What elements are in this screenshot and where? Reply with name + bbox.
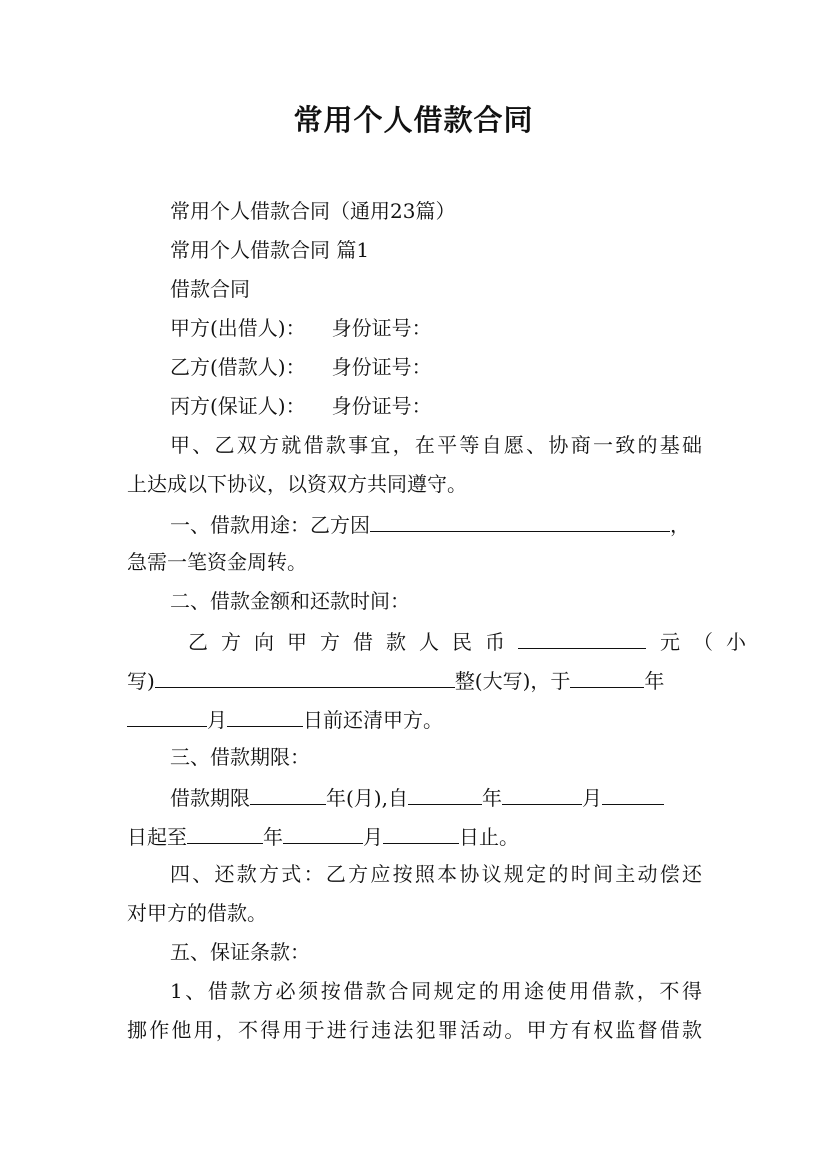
- clause4-line2: 对甲方的借款。: [127, 901, 267, 925]
- clause2-heading: 二、借款金额和还款时间：: [170, 589, 410, 613]
- blank-end-year: [187, 823, 263, 844]
- party-borrower: [170, 355, 702, 379]
- clause3-start-month-label: 月: [581, 786, 602, 810]
- party-lender-id-label: 身份证号：: [331, 316, 432, 340]
- clause3-line2: [127, 823, 702, 849]
- clause2-line2: [127, 667, 702, 693]
- blank-repay-month: [127, 706, 207, 727]
- clause2-month-label: 月: [207, 708, 227, 732]
- blank-start-month: [502, 784, 582, 805]
- section-heading: 常用个人借款合同 篇1: [170, 238, 370, 262]
- blank-term-length: [250, 784, 326, 805]
- clause1-prefix: 一、借款用途：乙方因: [170, 513, 370, 537]
- party-lender: [170, 316, 702, 340]
- clause3-end-month-label: 月: [363, 825, 383, 849]
- clause2-line1: [188, 628, 759, 654]
- clause5-item1-line1: 1、借款方必须按借款合同规定的用途使用借款，不得: [170, 979, 702, 1003]
- clause3-until-label: 日起至: [127, 825, 187, 849]
- clause2-unit-label: 元（小: [660, 630, 759, 654]
- clause2-lowercase-label: 写): [127, 669, 155, 693]
- clause1-suffix: ，: [670, 513, 690, 537]
- clause1-line2: 急需一笔资金周转。: [127, 550, 307, 574]
- intro-paragraph-line2: 上达成以下协议，以资双方共同遵守。: [127, 472, 467, 496]
- blank-amount-lowercase: [518, 628, 646, 649]
- clause2-line3: [127, 706, 702, 732]
- clause1-line1: [170, 511, 702, 537]
- clause3-term-label: 借款期限: [170, 786, 250, 810]
- blank-start-day: [602, 784, 664, 805]
- party-borrower-role: 乙方(借款人)：: [170, 355, 306, 379]
- party-guarantor: [170, 394, 702, 418]
- clause2-deadline-label: 日前还清甲方。: [303, 708, 443, 732]
- blank-repay-year: [570, 667, 644, 688]
- clause5-heading: 五、保证条款：: [170, 940, 310, 964]
- clause3-end-year-label: 年: [263, 825, 283, 849]
- blank-end-month: [283, 823, 363, 844]
- blank-amount-uppercase: [155, 667, 455, 688]
- intro-paragraph-line1: 甲、乙双方就借款事宜，在平等自愿、协商一致的基础: [170, 433, 702, 457]
- clause3-end-day-label: 日止。: [459, 825, 519, 849]
- clause2-amount-label: 乙方向甲方借款人民币: [188, 630, 518, 654]
- party-guarantor-role: 丙方(保证人)：: [170, 394, 306, 418]
- blank-end-day: [383, 823, 459, 844]
- clause3-from-label: 年(月),自: [326, 786, 408, 810]
- document-title: 常用个人借款合同: [293, 103, 534, 137]
- blank-start-year: [408, 784, 482, 805]
- clause5-item1-line2: 挪作他用，不得用于进行违法犯罪活动。甲方有权监督借款: [127, 1018, 702, 1042]
- document-subtitle: 常用个人借款合同（通用23篇）: [170, 199, 456, 223]
- clause3-heading: 三、借款期限：: [170, 745, 310, 769]
- party-borrower-id-label: 身份证号：: [331, 355, 432, 379]
- clause4-line1: 四、还款方式：乙方应按照本协议规定的时间主动偿还: [170, 862, 702, 886]
- clause3-start-year-label: 年: [481, 786, 502, 810]
- blank-loan-purpose: [370, 511, 670, 532]
- contract-name: 借款合同: [170, 277, 250, 301]
- clause2-year-label: 年: [644, 669, 665, 693]
- clause3-line1: [170, 784, 702, 810]
- party-guarantor-id-label: 身份证号：: [331, 394, 432, 418]
- blank-repay-day: [227, 706, 303, 727]
- party-lender-role: 甲方(出借人)：: [170, 316, 306, 340]
- clause2-uppercase-label: 整(大写)，于: [454, 669, 571, 693]
